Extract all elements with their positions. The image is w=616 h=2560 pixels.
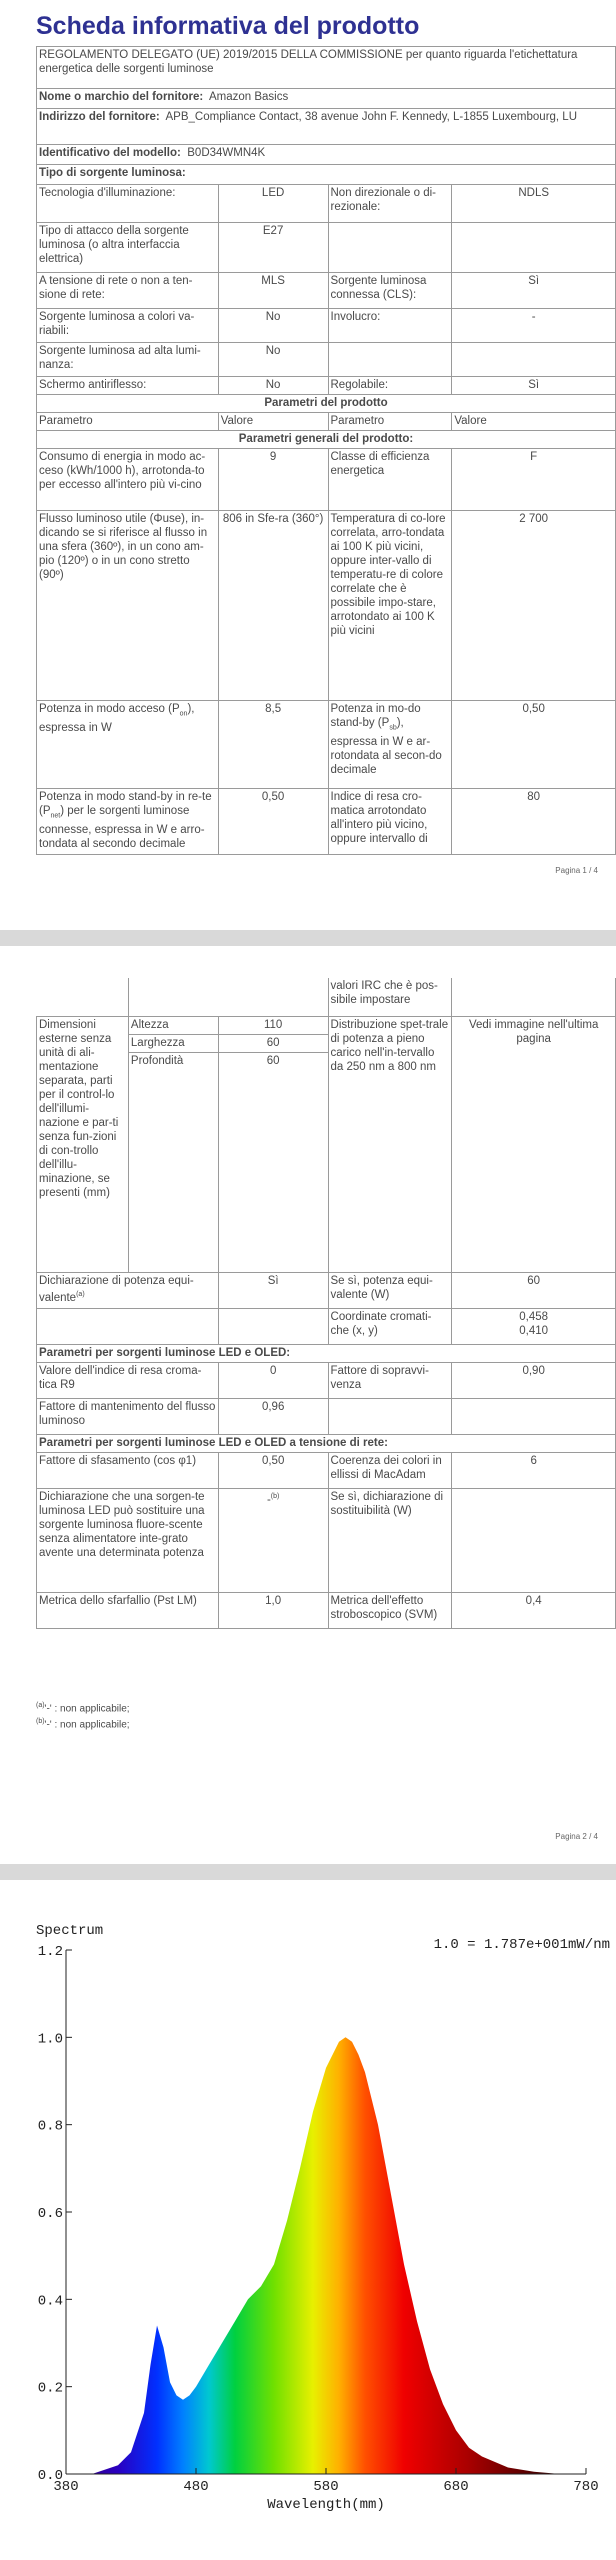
page-3 (0, 1880, 616, 2560)
x-tick-label: 580 (313, 2479, 339, 2495)
supplier-address: APB_Compliance Contact, 38 avenue John F. Kennedy, L-1855 Luxembourg, LU (165, 111, 578, 123)
lumen-maintenance-label: Fattore di mantenimento del flusso luminoso (37, 1398, 219, 1434)
flicker-metric-value: 1,0 (218, 1592, 328, 1628)
technology-value: LED (218, 185, 328, 223)
spectral-distribution-value: Vedi immagine nell'ultima pagina (452, 1016, 616, 1272)
y-tick-label: 1.2 (37, 1944, 63, 1960)
energy-class-value: F (452, 449, 616, 511)
depth-value: 60 (218, 1052, 328, 1272)
regulation-text: REGOLAMENTO DELEGATO (UE) 2019/2015 DELLA COMMISSIONE per quanto riguarda l'etichettatura energetica delle sorgenti luminose (37, 47, 616, 89)
y-tick-label: 0.0 (37, 2468, 63, 2484)
cct-label: Temperatura di co-lore correlata, arro-tondata ai 100 K più vicini, oppure inter-vallo di temperatu-re di colore correlate che è possibile impo-stare, arrotondato ai 100 K più vicini (328, 511, 452, 701)
page-title: Scheda informativa del prodotto (36, 12, 420, 40)
supplier-address-row: Indirizzo del fornitore: APB_Compliance Contact, 38 avenue John F. Kennedy, L-1855 Luxembourg, LU (37, 109, 616, 145)
envelope-label: Involucro: (328, 309, 452, 343)
y-tick-label: 0.2 (37, 2380, 63, 2397)
lumen-maintenance-value: 0,96 (218, 1398, 328, 1434)
width-value: 60 (218, 1034, 328, 1052)
chromaticity-value: 0,458 0,410 (452, 1308, 616, 1344)
dimmable-value: Sì (452, 377, 616, 395)
page-1 (0, 0, 616, 930)
equivalent-power-claim-value: Sì (218, 1272, 328, 1308)
general-params-heading: Parametri generali del prodotto: (37, 431, 616, 449)
high-luminance-value: No (218, 343, 328, 377)
cls-value: Sì (452, 273, 616, 309)
col-value-2: Valore (452, 413, 616, 431)
fluorescent-replacement-value: -$^{(b)}$ (218, 1488, 328, 1592)
replacement-power-value (452, 1488, 616, 1592)
info-table (36, 46, 616, 855)
page-number-2: Pagina 2 / 4 (555, 1832, 598, 1841)
spectrum-chart (30, 1920, 616, 2520)
led-params-heading: Parametri per sorgenti luminose LED e OLED: (37, 1344, 616, 1362)
chart-scale-note: 1.0 = 1.787e+001mW/nm (433, 1937, 610, 1953)
led-mains-params-heading: Parametri per sorgenti luminose LED e OLED a tensione di rete: (37, 1434, 616, 1452)
survival-factor-label: Fattore di sopravvi-venza (328, 1362, 452, 1398)
model-row: Identificativo del modello: B0D34WMN4K (37, 145, 616, 165)
x-tick-label: 380 (53, 2479, 79, 2495)
directional-value: NDLS (452, 185, 616, 223)
technology-label: Tecnologia d'illuminazione: (37, 185, 219, 223)
colour-tunable-value: No (218, 309, 328, 343)
on-mode-power-value: 8,5 (218, 701, 328, 789)
cri-value: 80 (452, 789, 616, 855)
cap-type-value: E27 (218, 223, 328, 273)
supplier-name-row: Nome o marchio del fornitore: Amazon Basics (37, 89, 616, 109)
survival-factor-value: 0,90 (452, 1362, 616, 1398)
chart-title: Spectrum (36, 1923, 104, 1939)
fluorescent-replacement-label: Dichiarazione che una sorgen-te luminosa LED può sostituire una sorgente luminosa fluore-scente senza alimentatore inte-grato avente una determinata potenza (37, 1488, 219, 1592)
x-axis-label: Wavelength(mm) (267, 2497, 385, 2513)
y-tick-label: 0.6 (37, 2206, 63, 2222)
equivalent-power-value: 60 (452, 1272, 616, 1308)
colour-tunable-label: Sorgente luminosa a colori va-riabili: (37, 309, 219, 343)
width-label: Larghezza (128, 1034, 218, 1052)
energy-consumption-label: Consumo di energia in modo ac-ceso (kWh/1000 h), arrotonda-to per eccesso all'intero più vi-cino (37, 449, 219, 511)
r9-value: 0 (218, 1362, 328, 1398)
spectral-distribution-label: Distribuzione spet-trale di potenza a pieno carico nell'in-tervallo da 250 nm a 800 nm (328, 1016, 452, 1272)
page-2 (0, 946, 616, 1864)
page-separator (0, 1864, 616, 1880)
y-tick-label: 1.0 (37, 2031, 63, 2048)
col-value-1: Valore (218, 413, 328, 431)
on-mode-power-label: Potenza in modo acceso $(P_{on})$, espressa in W (37, 701, 219, 789)
cap-type-label: Tipo di attacco della sorgente luminosa (o altra interfaccia elettrica) (37, 223, 219, 273)
supplier-name: Amazon Basics (208, 91, 289, 103)
cct-value: 2 700 (452, 511, 616, 701)
x-tick-label: 680 (443, 2479, 469, 2495)
useful-flux-label: Flusso luminoso utile (Φuse), in-dicando se si riferisce al flusso in una sfera (360º), in un cono am-pio (120º) o in un cono stretto (90º) (37, 511, 219, 701)
plot-area (38, 1944, 599, 2495)
depth-label: Profondità (128, 1052, 218, 1272)
footnote-a: $^{(a)}$'-' : non applicabile; (36, 1702, 130, 1715)
envelope-value: - (452, 309, 616, 343)
footnote-b: $^{(b)}$'-' : non applicabile; (36, 1718, 130, 1731)
energy-class-label: Classe di efficienza energetica (328, 449, 452, 511)
r9-label: Valore dell'indice di resa croma-tica R9 (37, 1362, 219, 1398)
directional-label: Non direzionale o di-rezionale: (328, 185, 452, 223)
col-parameter-2: Parametro (328, 413, 452, 431)
model-id: B0D34WMN4K (187, 147, 266, 159)
x-tick-label: 780 (573, 2479, 599, 2495)
y-tick-label: 0.8 (37, 2118, 63, 2135)
product-params-heading: Parametri del prodotto (37, 395, 616, 413)
mains-label: A tensione di rete o non a ten-sione di rete: (37, 273, 219, 309)
replacement-power-label: Se sì, dichiarazione di sostituibilità (W) (328, 1488, 452, 1592)
dimmable-label: Regolabile: (328, 377, 452, 395)
source-type-heading: Tipo di sorgente luminosa: (37, 165, 616, 185)
network-standby-label: Potenza in modo stand-by in re-te $(P_{net})$ per le sorgenti luminose connesse, espressa in W e arro-tondata al secondo decimale (37, 789, 219, 855)
info-table-continued (36, 978, 616, 1629)
standby-power-value: 0,50 (452, 701, 616, 789)
height-value: 110 (218, 1016, 328, 1034)
x-tick-label: 480 (183, 2479, 209, 2495)
page-separator (0, 930, 616, 946)
colour-consistency-value: 6 (452, 1452, 616, 1488)
chromaticity-label: Coordinate cromati-che (x, y) (328, 1308, 452, 1344)
spectrum-area (66, 2037, 586, 2474)
stroboscopic-metric-value: 0,4 (452, 1592, 616, 1628)
standby-power-label: Potenza in mo-do stand-by $(P_{sb})$, espressa in W e ar-rotondata al secon-do decimale (328, 701, 452, 789)
high-luminance-label: Sorgente luminosa ad alta lumi-nanza: (37, 343, 219, 377)
anti-glare-label: Schermo antiriflesso: (37, 377, 219, 395)
colour-consistency-label: Coerenza dei colori in ellissi di MacAdam (328, 1452, 452, 1488)
cri-label: Indice di resa cro-matica arrotondato all'intero più vicino, oppure intervallo di (328, 789, 452, 855)
stroboscopic-metric-label: Metrica dell'effetto stroboscopico (SVM) (328, 1592, 452, 1628)
displacement-factor-value: 0,50 (218, 1452, 328, 1488)
displacement-factor-label: Fattore di sfasamento (cos φ1) (37, 1452, 219, 1488)
col-parameter-1: Parametro (37, 413, 219, 431)
mains-value: MLS (218, 273, 328, 309)
dimensions-label: Dimensioni esterne senza unità di ali-mentazione separata, parti per il control-lo dell'illumi-nazione e par-ti senza fun-zioni di con-trollo dell'illu-minazione, se presenti (mm) (37, 1016, 129, 1272)
anti-glare-value: No (218, 377, 328, 395)
energy-consumption-value: 9 (218, 449, 328, 511)
y-tick-label: 0.4 (37, 2293, 63, 2310)
useful-flux-value: 806 in Sfe-ra (360°) (218, 511, 328, 701)
equivalent-power-claim-label: Dichiarazione di potenza equi-valente$^{(a)}$ (37, 1272, 219, 1308)
equivalent-power-label: Se sì, potenza equi-valente (W) (328, 1272, 452, 1308)
page-number-1: Pagina 1 / 4 (555, 866, 598, 875)
cri-label-cont: valori IRC che è pos-sibile impostare (328, 978, 452, 1016)
cls-label: Sorgente luminosa connessa (CLS): (328, 273, 452, 309)
height-label: Altezza (128, 1016, 218, 1034)
flicker-metric-label: Metrica dello sfarfallio (Pst LM) (37, 1592, 219, 1628)
network-standby-value: 0,50 (218, 789, 328, 855)
